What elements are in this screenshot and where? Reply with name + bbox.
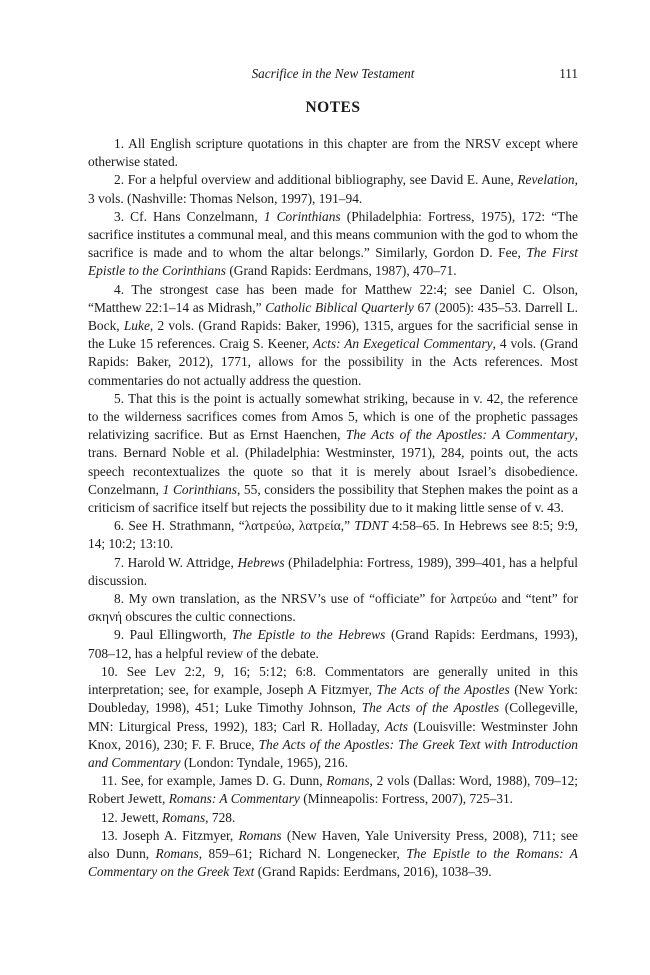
running-head	[88, 66, 578, 86]
note-text: , 859–61; Richard N. Longenecker,	[198, 845, 407, 861]
note-title-italic: The Acts of the Apostles: The Greek Text with Introduction and Commentary	[88, 736, 578, 770]
notes-list	[88, 135, 578, 881]
note-11	[88, 772, 578, 808]
note-number: 9.	[114, 627, 125, 643]
note-number: 4.	[114, 281, 125, 297]
note-title-italic: 1 Corinthians	[263, 208, 341, 224]
note-number: 2.	[114, 172, 125, 188]
note-text: Cf. Hans Conzelmann,	[130, 208, 264, 224]
note-text: Paul Ellingworth,	[129, 627, 232, 643]
note-text: (New York: Doubleday, 1998), 451; Luke Timothy Johnson,	[88, 682, 578, 716]
note-text: , 2 vols. (Grand Rapids: Baker, 1996), 1315, argues for the sacrificial sense in the Luke 15 references. Craig S. Keener,	[88, 318, 578, 352]
running-title: Sacrifice in the New Testament	[251, 66, 415, 81]
note-text: Harold W. Attridge,	[127, 554, 238, 570]
note-title-italic: Romans	[155, 845, 199, 861]
note-title-italic: 1 Corinthians	[162, 481, 237, 497]
note-text: All English scripture quotations in this chapter are from the NRSV except where otherwise stated.	[88, 136, 578, 170]
note-title-italic: The Epistle to the Romans: A Commentary on the Greek Text	[88, 845, 578, 880]
note-2	[88, 171, 578, 207]
note-13	[88, 827, 578, 882]
note-text: , 728.	[205, 809, 236, 825]
note-text: See, for example, James D. G. Dunn,	[121, 773, 327, 789]
note-title-italic: Acts	[384, 718, 409, 734]
note-title-italic: Revelation	[517, 172, 575, 188]
note-title-italic: Romans	[326, 773, 370, 789]
note-title-italic: The Acts of the Apostles	[361, 700, 500, 716]
note-number: 1.	[114, 136, 125, 151]
note-text: The strongest case has been made for Matthew 22:4; see Daniel C. Olson, “Matthew 22:1–14 as Midrash,”	[88, 281, 578, 315]
note-text: (Grand Rapids: Eerdmans, 1987), 470–71.	[226, 263, 457, 279]
book-page	[88, 66, 578, 881]
note-12	[88, 809, 578, 827]
note-text: (Minneapolis: Fortress, 2007), 725–31.	[299, 791, 514, 807]
note-text: , trans. Bernard Noble et al. (Philadelphia: Westminster, 1971), 284, points out, the acts speech recontextualizes the quote so that it is merely about Israel’s disobedience. Conzelmann,	[88, 427, 578, 497]
note-title-italic: The Epistle to the Hebrews	[231, 627, 386, 643]
note-text: (Philadelphia: Fortress, 1975), 172: “The sacrifice institutes a communal meal, and this means communion with the god to whom the sacrifice is made and to whom the altar belongs.” Similarly, Gordon D. Fee,	[88, 208, 578, 261]
note-text: 4:58–65. In Hebrews see 8:5; 9:9, 14; 10:2; 13:10.	[88, 518, 578, 552]
note-number: 8.	[114, 591, 125, 607]
note-text: , 4 vols. (Grand Rapids: Baker, 2012), 1771, allows for the possibility in the Acts references. Most commentaries do not actually address the question.	[88, 336, 578, 388]
note-title-italic: Luke	[123, 318, 150, 334]
note-text: See H. Strathmann, “λατρεύω, λατρεία,”	[128, 518, 355, 534]
note-number: 6.	[114, 518, 125, 534]
note-1	[88, 135, 578, 171]
note-number: 5.	[114, 390, 125, 406]
note-10	[88, 663, 578, 772]
note-number: 13.	[101, 827, 118, 843]
note-title-italic: Catholic Biblical Quarterly	[265, 299, 414, 315]
note-text: , 55, considers the possibility that Stephen makes the point as a criticism of sacrifice itself but rejects the possibility due to it making little sense of v. 43.	[88, 481, 579, 516]
note-7	[88, 554, 578, 590]
note-number: 7.	[114, 554, 125, 570]
note-title-italic: Hebrews	[237, 554, 285, 570]
note-text: (London: Tyndale, 1965), 216.	[180, 754, 348, 770]
note-text: (Grand Rapids: Eerdmans, 1993), 708–12, has a helpful review of the debate.	[88, 627, 578, 661]
note-8	[88, 590, 578, 626]
note-number: 10.	[101, 663, 118, 679]
note-3	[88, 208, 578, 281]
note-text: 67 (2005): 435–53. Darrell L. Bock,	[88, 299, 578, 334]
note-number: 12.	[101, 809, 118, 825]
note-text: For a helpful overview and additional bibliography, see David E. Aune,	[127, 172, 518, 188]
note-5	[88, 390, 578, 517]
note-title-italic: The First Epistle to the Corinthians	[88, 245, 578, 279]
note-title-italic: TDNT	[354, 518, 388, 534]
note-text: (Grand Rapids: Eerdmans, 2016), 1038–39.	[254, 864, 492, 880]
note-number: 11.	[101, 773, 118, 789]
note-text: Joseph A. Fitzmyer,	[122, 827, 239, 843]
note-text: That this is the point is actually somewhat striking, because in v. 42, the reference to the wilderness sacrifices comes from Amos 5, which is one of the prophetic passages relativizing sacrifice. But as Ernst Haenchen,	[88, 390, 579, 443]
note-text: See Lev 2:2, 9, 16; 5:12; 6:8. Commentators are generally united in this interpretation; see, for example, Joseph A Fitzmyer,	[88, 663, 578, 698]
note-text: (Louisville: Westminster John Knox, 2016), 230; F. F. Bruce,	[88, 718, 578, 752]
note-number: 3.	[114, 208, 125, 224]
page-number: 111	[559, 66, 578, 81]
note-text: (New Haven, Yale University Press, 2008), 711; see also Dunn,	[88, 827, 578, 861]
note-title-italic: Romans: A Commentary	[168, 791, 300, 807]
note-text: , 3 vols. (Nashville: Thomas Nelson, 1997), 191–94.	[88, 172, 578, 206]
note-text: Jewett,	[121, 809, 163, 825]
note-text: (Collegeville, MN: Liturgical Press, 1992), 183; Carl R. Holladay,	[88, 700, 578, 734]
note-title-italic: The Acts of the Apostles	[376, 682, 510, 698]
note-title-italic: The Acts of the Apostles: A Commentary	[345, 427, 575, 443]
note-9	[88, 626, 578, 662]
notes-heading: NOTES	[305, 99, 361, 116]
note-text: My own translation, as the NRSV’s use of “officiate” for λατρεύω and “tent” for σκηνή obscures the cultic connections.	[88, 591, 578, 625]
note-6	[88, 517, 578, 553]
note-title-italic: Acts: An Exegetical Commentary	[313, 336, 493, 352]
note-text: , 2 vols (Dallas: Word, 1988), 709–12; Robert Jewett,	[88, 773, 578, 807]
note-title-italic: Romans	[162, 809, 206, 825]
note-title-italic: Romans	[238, 827, 282, 843]
note-text: (Philadelphia: Fortress, 1989), 399–401, has a helpful discussion.	[88, 554, 578, 588]
note-4	[88, 281, 578, 390]
